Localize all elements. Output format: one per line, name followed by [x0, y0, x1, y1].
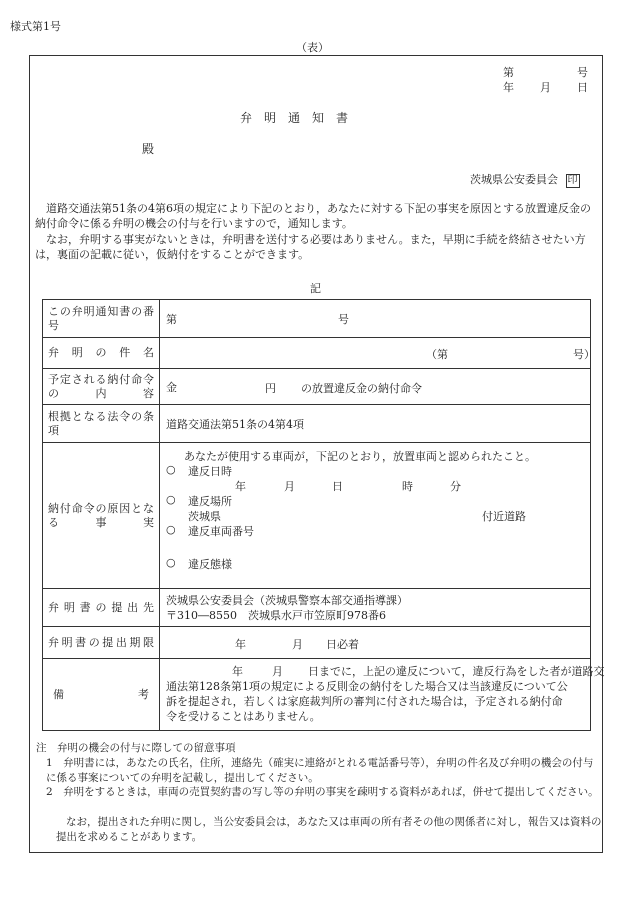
date-day: 日: [577, 81, 588, 94]
row-law: [43, 405, 591, 443]
addressee: 殿: [142, 142, 155, 156]
row-remarks: [43, 659, 591, 731]
row-deadline: [43, 627, 591, 659]
label-law: 根拠となる法令の条項: [43, 405, 160, 443]
label-destination: 弁明書の提出先: [43, 589, 160, 627]
doc-title: 弁 明 通 知 書: [240, 111, 349, 125]
issuer: 茨城県公安委員会: [470, 173, 558, 186]
side-label: （表）: [296, 41, 329, 54]
doc-number-suffix: 号: [577, 66, 588, 79]
label-deadline: 弁明書の提出期限: [43, 627, 160, 659]
body-paragraph-1: 道路交通法第51条の4第6項の規定により下記のとおり，あなたに対する下記の事実を原因とする放置違反金の納付命令に係る弁明の機会の付与を行いますので，通知します。: [35, 202, 591, 230]
date-year: 年: [503, 81, 514, 94]
seal-mark: 印: [567, 175, 578, 186]
notes-heading: 注 弁明の機会の付与に際しての留意事項: [36, 742, 236, 754]
row-subject: [43, 338, 591, 369]
value-law: 道路交通法第51条の4第4項: [160, 405, 591, 443]
value-facts: あなたが使用する車両が，下記のとおり，放置車両と認められたこと。 ○ 違反日時 年 月 日 時 分 ○ 違反場所 茨城県 付近道路 ○ 違反車両番号 ○ 違反態様: [160, 443, 591, 589]
value-deadline: 年 月 日必着: [160, 627, 591, 659]
date-month: 月: [540, 81, 551, 94]
doc-number-prefix: 第: [503, 66, 514, 79]
record-table: [42, 299, 605, 731]
row-destination: [43, 589, 591, 627]
note-2: 2 弁明をするときは，車両の売買契約書の写し等の弁明の事実を疎明する資料があれば，併せて提出してください。: [46, 786, 599, 798]
body-paragraph-2: なお，弁明する事実がないときは，弁明書を送付する必要はありません。また，早期に手続を終結させたい方は，裏面の記載に従い，仮納付をすることができます。: [35, 233, 586, 261]
row-notice-number: [43, 300, 591, 338]
issuer-line: [470, 171, 580, 188]
row-order: [43, 369, 591, 405]
value-order: 金 円 の放置違反金の納付命令: [160, 369, 591, 405]
label-notice-number: この弁明通知書の番号: [43, 300, 160, 338]
label-remarks: 備考: [43, 659, 160, 731]
note-3: なお，提出された弁明に関し，当公安委員会は，あなた又は車両の所有者その他の関係者に対し，報告又は資料の提出を求めることがあります。: [56, 816, 602, 843]
value-remarks: 年 月 日までに，上記の違反について，違反行為をした者が道路交 通法第128条第1項の規定による反則金の納付をした場合又は当該違反について公 訴を提起され，若しくは家庭裁判所の審判に付された場合は，予定される納付命 令を受けることはありません。: [160, 659, 591, 731]
ki-heading: 記: [310, 282, 321, 295]
value-notice-number: 第 号: [160, 300, 591, 338]
value-subject: （第 号）: [160, 338, 591, 369]
row-facts: [43, 443, 591, 589]
label-subject: 弁明の件名: [43, 338, 160, 369]
note-1: 1 弁明書には，あなたの氏名，住所，連絡先（確実に連絡がとれる電話番号等），弁明の件名及び弁明の機会の付与に係る事案についての弁明を記載し，提出してください。: [46, 757, 594, 784]
form-number: 様式第1号: [10, 20, 61, 33]
label-order: 予定される納付命令の内容: [43, 369, 160, 405]
label-facts: 納付命令の原因となる事実: [43, 443, 160, 589]
value-destination: 茨城県公安委員会（茨城県警察本部交通指導課） 〒310―8550 茨城県水戸市笠原町978番6: [160, 589, 591, 627]
